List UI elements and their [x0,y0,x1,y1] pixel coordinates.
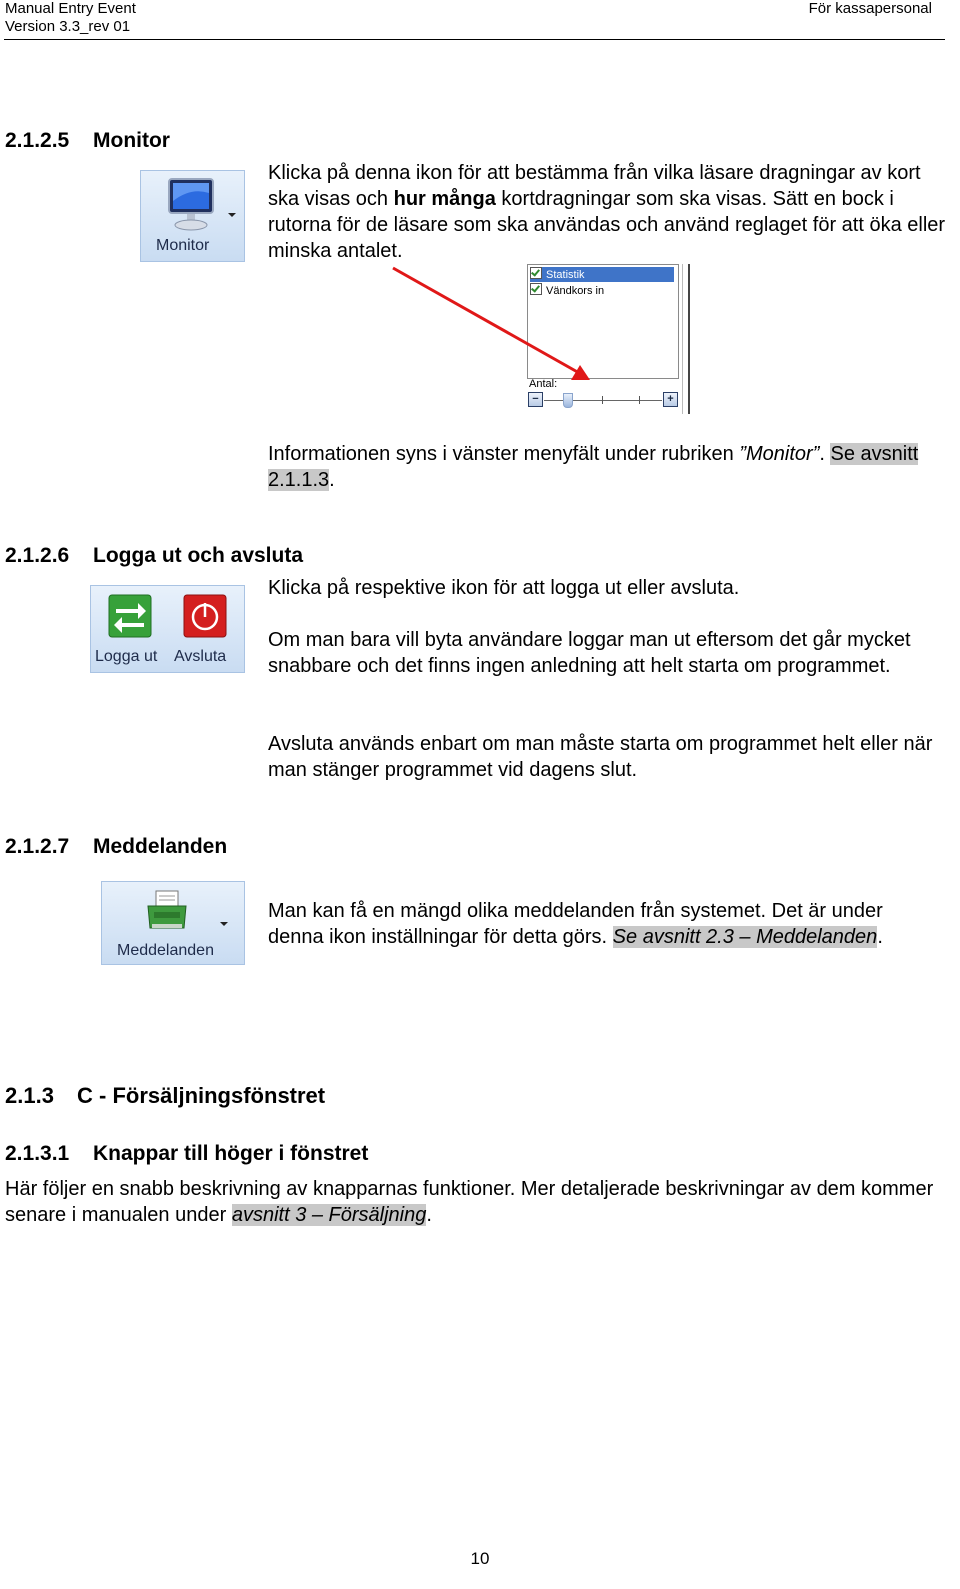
increase-button[interactable]: + [663,392,678,407]
reader-label: Statistik [546,269,585,281]
reader-label: Vändkors in [546,285,605,297]
logout-paragraph-2: Om man bara vill byta användare loggar man ut eftersom det går mycket snabbare och det finns ingen anledning att helt starta om programmet. [268,629,911,677]
logout-paragraph-3: Avsluta används enbart om man måste starta om programmet helt eller när man stänger programmet vid dagens slut. [268,733,933,781]
messages-paragraph [268,898,908,950]
section-title: Knappar till höger i fönstret [93,1142,369,1165]
messages-button-label: Meddelanden [117,942,214,959]
antal-label: Antal: [529,378,558,390]
section-number: 2.1.2.7 [5,835,70,858]
text: Här följer en snabb beskrivning av knapparnas funktioner. Mer detaljerade beskrivningar av dem kommer senare i manualen under [5,1178,934,1226]
printer-message-icon [144,888,190,934]
section-title: Meddelanden [93,835,228,858]
chevron-down-icon [228,213,236,217]
messages-button[interactable] [101,881,245,965]
page-number: 10 [470,1549,490,1568]
logout-quit-toolbar [90,585,245,673]
swap-arrows-icon [108,594,152,638]
decrease-button[interactable]: − [528,392,543,407]
header-version: Version 3.3_rev 01 [5,18,131,35]
cross-reference-link[interactable]: Se avsnitt 2.1.1.3 [268,443,919,491]
section-heading-2125 [5,128,170,154]
section-title: C - Försäljningsfönstret [77,1083,326,1108]
red-arrow [385,260,605,390]
panel-border [682,264,690,414]
section-number: 2.1.3.1 [5,1142,70,1165]
emphasis: hur många [393,188,496,210]
text: . [877,926,883,948]
cross-reference-link[interactable]: avsnitt 3 – Försäljning [231,1204,427,1226]
text: . [819,443,831,465]
text: . [329,469,335,491]
quit-label: Avsluta [174,648,227,665]
section-title: Monitor [93,129,170,152]
monitor-icon [163,175,221,233]
section-heading-2126 [5,543,303,569]
power-icon [183,594,227,638]
slider-tick [602,396,603,404]
section-heading-2127 [5,834,227,860]
section-title: Logga ut och avsluta [93,544,304,567]
text: kortdragningar som ska visas. Sätt en bock i rutorna för de läsare som ska användas och använd reglaget för att öka eller minska antalet. [268,188,946,262]
slider-tick [639,396,640,404]
header-title: Manual Entry Event [5,0,136,17]
logout-button[interactable] [91,586,171,672]
text: Man kan få en mängd olika meddelanden från systemet. Det är under denna ikon inställningar för detta görs. [268,900,883,948]
buttons-intro-paragraph [5,1176,940,1228]
section-number: 2.1.3 [5,1083,54,1108]
monitor-button-label: Monitor [156,237,210,254]
section-number: 2.1.2.5 [5,129,70,152]
cross-reference-link[interactable]: Se avsnitt 2.3 – Meddelanden [612,926,878,948]
text: . [426,1204,432,1226]
header-divider [4,39,945,40]
monitor-button[interactable] [140,170,245,262]
header-audience: För kassapersonal [808,0,932,17]
logout-paragraph-1: Klicka på respektive ikon för att logga ut eller avsluta. [268,577,740,599]
text: ”Monitor” [739,443,820,465]
logout-label: Logga ut [95,648,158,665]
section-number: 2.1.2.6 [5,544,70,567]
monitor-info-paragraph [268,441,948,493]
count-slider-thumb[interactable] [563,393,573,408]
section-heading-213 [5,1083,325,1109]
section-heading-2131 [5,1141,368,1167]
text: Informationen syns i vänster menyfält under rubriken [268,443,740,465]
count-slider-track[interactable] [544,400,662,401]
monitor-description [268,160,948,264]
chevron-down-icon [220,922,228,926]
text: Klicka på denna ikon för att bestämma från vilka läsare dragningar av kort ska visas och [268,162,921,210]
quit-button[interactable] [171,586,245,672]
